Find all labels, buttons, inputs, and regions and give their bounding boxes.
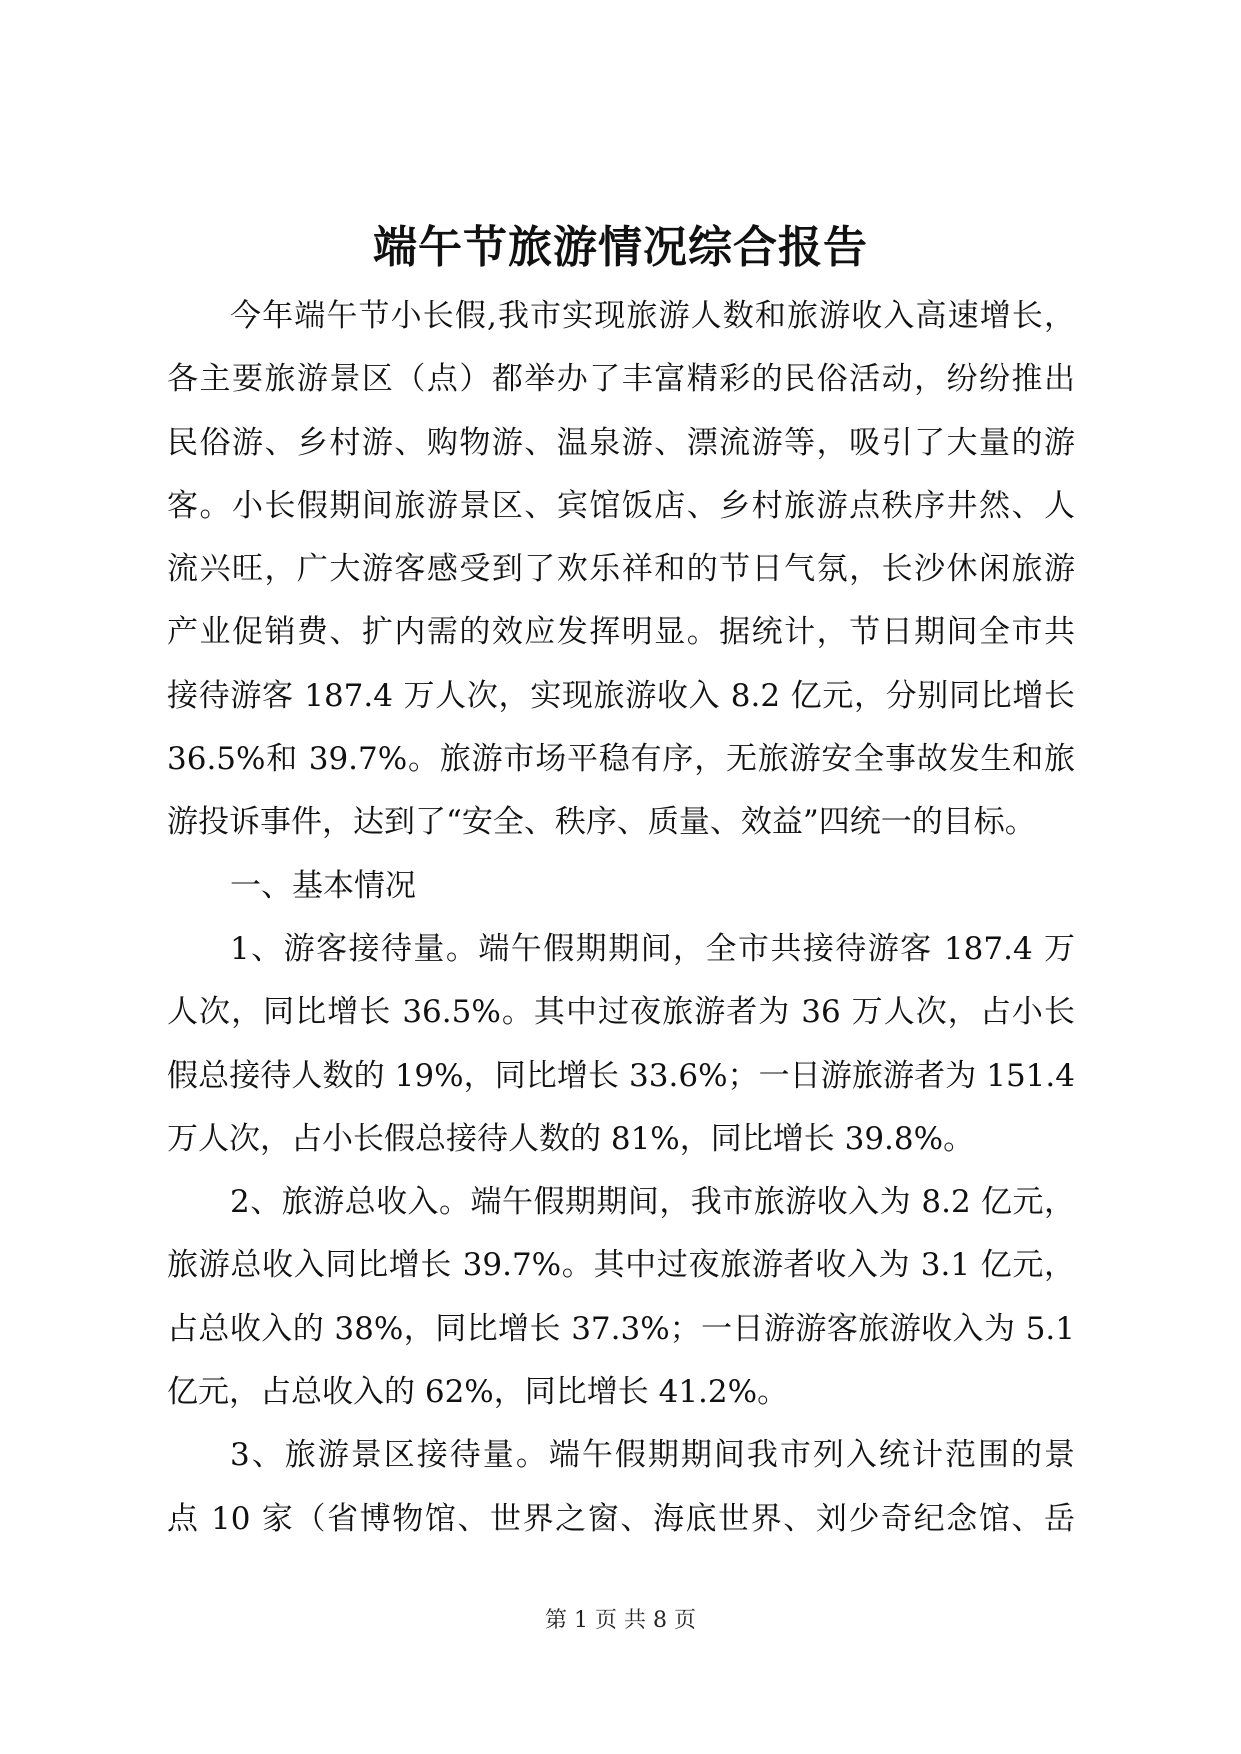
text-line: 假总接待人数的 19%，同比增长 33.6%；一日游旅游者为 151.4: [167, 1057, 1075, 1094]
text-line: 旅游总收入同比增长 39.7%。其中过夜旅游者收入为 3.1 亿元，: [167, 1247, 1075, 1284]
text-line: 2、旅游总收入。端午假期期间，我市旅游收入为 8.2 亿元，: [230, 1184, 1075, 1221]
text-line: 点 10 家（省博物馆、世界之窗、海底世界、刘少奇纪念馆、岳: [167, 1500, 1075, 1537]
text-line: 1、游客接待量。端午假期期间，全市共接待游客 187.4 万: [230, 930, 1075, 967]
text-line: 人次，同比增长 36.5%。其中过夜旅游者为 36 万人次，占小长: [167, 994, 1075, 1031]
text-line: 各主要旅游景区（点）都举办了丰富精彩的民俗活动，纷纷推出: [167, 361, 1075, 398]
text-line: 游投诉事件，达到了“安全、秩序、质量、效益”四统一的目标。: [167, 804, 1036, 841]
text-line: 客。小长假期间旅游景区、宾馆饭店、乡村旅游点秩序井然、人: [167, 487, 1075, 524]
section-heading: 一、基本情况: [230, 867, 416, 904]
text-line: 万人次，占小长假总接待人数的 81%，同比增长 39.8%。: [167, 1120, 975, 1157]
text-line: 今年端午节小长假,我市实现旅游人数和旅游收入高速增长，: [230, 298, 1075, 334]
text-line: 民俗游、乡村游、购物游、温泉游、漂流游等，吸引了大量的游: [167, 424, 1075, 461]
page-number-footer: 第 1 页 共 8 页: [545, 1608, 696, 1633]
text-line: 亿元，占总收入的 62%，同比增长 41.2%。: [167, 1374, 789, 1411]
text-line: 占总收入的 38%，同比增长 37.3%；一日游游客旅游收入为 5.1: [167, 1310, 1075, 1347]
document-body: [167, 285, 1075, 1551]
text-line: 接待游客 187.4 万人次，实现旅游收入 8.2 亿元，分别同比增长: [167, 677, 1075, 714]
document-title: 端午节旅游情况综合报告: [373, 222, 868, 273]
text-line: 3、旅游景区接待量。端午假期期间我市列入统计范围的景: [230, 1437, 1075, 1474]
text-line: 流兴旺，广大游客感受到了欢乐祥和的节日气氛，长沙休闲旅游: [167, 551, 1075, 588]
text-line: 产业促销费、扩内需的效应发挥明显。据统计，节日期间全市共: [167, 614, 1075, 651]
text-line: 36.5%和 39.7%。旅游市场平稳有序，无旅游安全事故发生和旅: [167, 741, 1075, 778]
